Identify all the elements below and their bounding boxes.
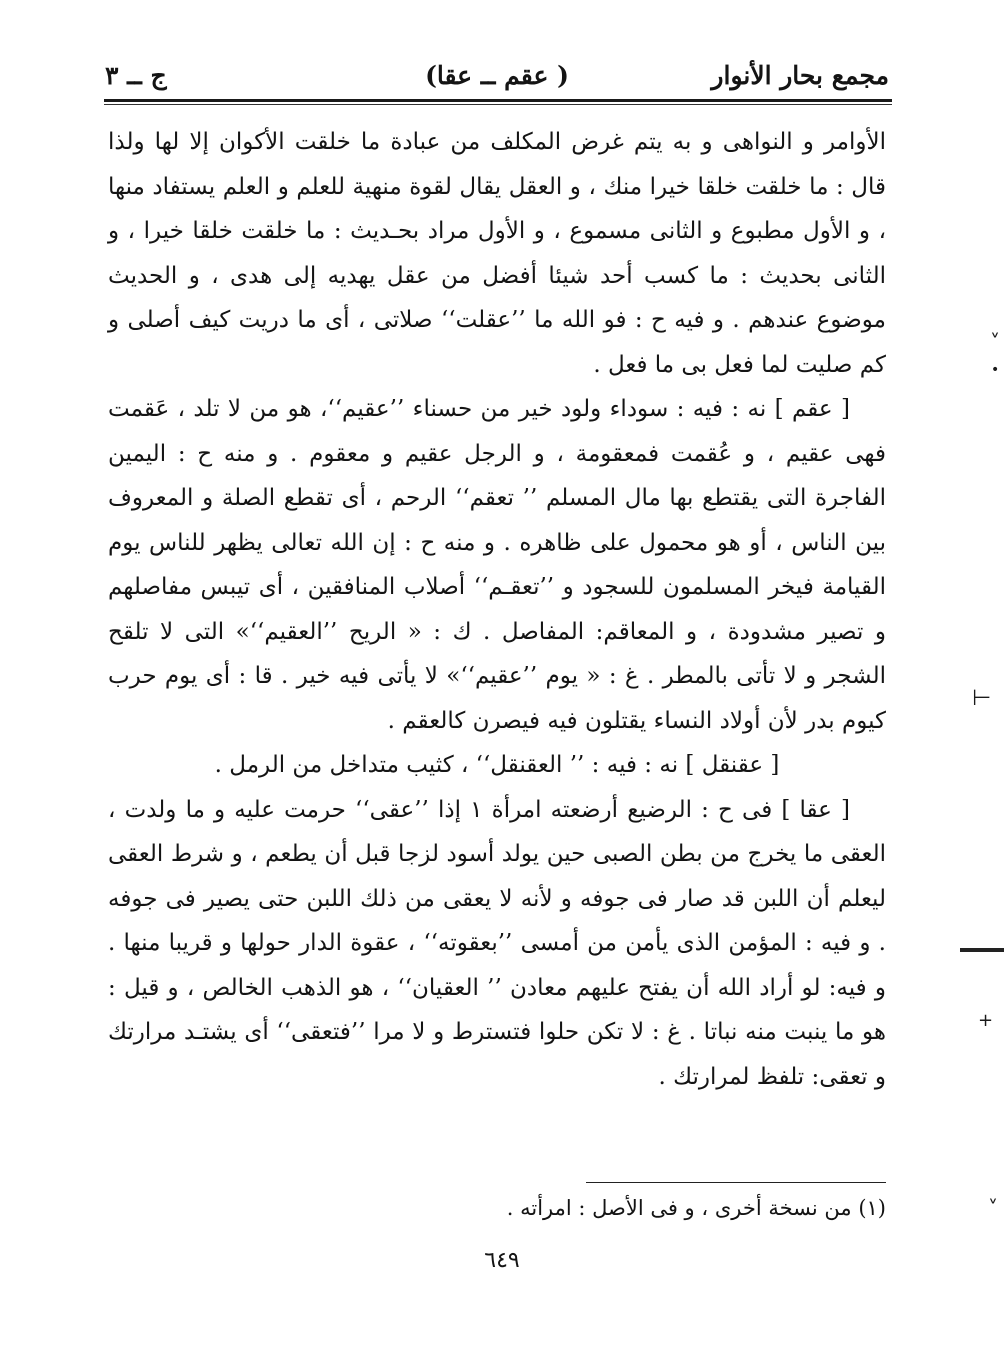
page-number: ٦٤٩ <box>484 1248 520 1273</box>
margin-mark: ⊢ <box>972 686 992 711</box>
footnote-rule <box>586 1182 886 1183</box>
header-rule <box>104 99 892 102</box>
paragraph-entry-aqanqal: [ عقنقل ] نه : فيه : ’’ العقنقل‘‘ ، كثيب متداخل من الرمل . <box>214 752 780 778</box>
paragraph-entry-aqa: [ عقا ] فى ح : الرضيع أرضعته امرأة ١ إذا ’’عقى‘‘ حرمت عليه و ما ولدت ، العقى ما يخرج من بطن الصبى حين يولد أسود لزجا قبل أن يطعم ، و شرط العقى ليعلم أن اللبن قد صار فى جوفه و لأنه لا يعقى من ذلك اللبن حتى يصير فى جوفه . و فيه : المؤمن الذى يأمن من أمسى ’’بعقوته‘‘ ، عقوة الدار حولها و قريبا منها . و فيه: لو أراد الله أن يفتح عليهم معادن ’’ العقيان‘‘ ، هو الذهب الخالص ، و قيل : هو ما ينبت منه نباتا . غ : لا تكن حلوا فتسترط و لا مرا ’’فتعقى‘‘ أى يشتـد مرارتك و تعقى: تلفظ لمرارتك . <box>108 796 886 1090</box>
header-rule-thin <box>104 104 892 105</box>
book-title: مجمع بحار الأنوار <box>711 61 889 90</box>
margin-mark: ˅ <box>988 1196 998 1220</box>
margin-mark: • <box>991 362 1000 378</box>
margin-mark: ˅ <box>990 330 1000 354</box>
footnote: (١) من نسخة أخرى ، و فى الأصل : امرأته . <box>506 1196 886 1220</box>
main-text <box>108 120 886 1099</box>
margin-mark <box>960 948 1004 952</box>
running-header <box>105 58 889 98</box>
paragraph-continuation: الأوامر و النواهى و به يتم غرض المكلف من عبادة ما خلقت الأكوان إلا لها ولذا قال : ما خلقت خلقا خيرا منك ، و العقل يقال لقوة منهية للعلم و العلم يستفاد منها ، و الأول مطبوع و الثانى مسموع ، و الأول مراد بحـديث : ما خلقت خلقا خيرا ، و الثانى بحديث : ما كسب أحد شيئا أفضل من عقل يهديه إلى هدى ، و الحديث موضوع عندهم . و فيه ح : فو الله ما ’’عقلت‘‘ صلاتى ، أى ما دريت كيف أصلى و كم صليت لما فعل بى ما فعل . <box>108 129 886 378</box>
margin-mark: + <box>978 1010 994 1031</box>
paragraph-entry-aqm: [ عقم ] نه : فيه : سوداء ولود خير من حسناء ’’عقيم‘‘، هو من لا تلد ، عَقمت فهى عقيم ، و عُقمت فمعقومة ، و الرجل عقيم و معقوم . و منه ح : اليمين الفاجرة التى يقتطع بها مال المسلم ’’ تعقم‘‘ الرحم ، أى تقطع الصلة و المعروف بين الناس ، أو هو محمول على ظاهره . و منه ح : إن الله تعالى يظهر للناس يوم القيامة فيخر المسلمون للسجود و ’’تعقـم‘‘ أصلاب المنافقين ، أى تيبس مفاصلهم و تصير مشدودة ، و المعاقم: المفاصل . ك : « الريح ’’العقيم‘‘» التى لا تلقح الشجر و لا تأتى بالمطر . غ : « يوم ’’عقيم‘‘» لا يأتى فيه خير . قا : أى يوم حرب كيوم بدر لأن أولاد النساء يقتلون فيه فيصرن كالعقم . <box>108 396 887 734</box>
volume-number: ج ــ ٣ <box>105 61 167 90</box>
entry-range: ( عقم ــ عقا) <box>425 61 569 90</box>
